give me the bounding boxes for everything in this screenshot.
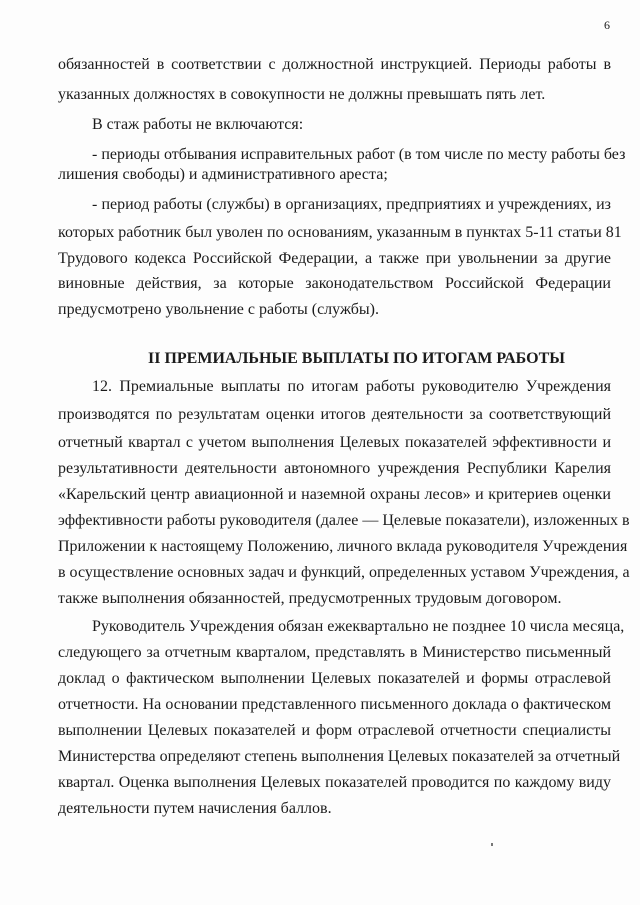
text-line: Руководитель Учреждения обязан ежеквартально не позднее 10 числа месяца, [92,618,625,635]
text-line: которых работник был уволен по основаниям, указанным в пунктах 5-11 статьи 81 [58,224,622,241]
text-line: Министерства определяют степень выполнения Целевых показателей за отчетный [58,748,621,765]
page-number: 6 [604,18,610,32]
text-line: В стаж работы не включаются: [92,116,304,133]
scan-speck [491,843,493,846]
text-line: также выполнения обязанностей, предусмотренных трудовым договором. [58,590,562,607]
text-line: доклад о фактическом выполнении Целевых показателей и формы отраслевой [58,670,611,687]
text-line: производятся по результатам оценки итогов деятельности за соответствующий [58,406,611,423]
text-line: указанных должностях в совокупности не должны превышать пять лет. [58,86,546,103]
section-heading: II ПРЕМИАЛЬНЫЕ ВЫПЛАТЫ ПО ИТОГАМ РАБОТЫ [148,350,565,367]
text-line: предусмотрено увольнение с работы (службы). [58,301,380,318]
text-line: следующего за отчетным кварталом, представлять в Министерство письменный [58,644,611,661]
text-line: - период работы (службы) в организациях, предприятиях и учреждениях, из [92,196,611,213]
text-line: Трудового кодекса Российской Федерации, а также при увольнении за другие [58,250,611,267]
text-line: виновные действия, за которые законодательством Российской Федерации [58,275,611,292]
text-line: в осуществление основных задач и функций, определенных уставом Учреждения, а [58,564,630,581]
text-line: Приложении к настоящему Положению, личного вклада руководителя Учреждения [58,538,628,555]
text-line: деятельности путем начисления баллов. [58,800,332,817]
text-line: квартал. Оценка выполнения Целевых показателей проводится по каждому виду [58,774,611,791]
text-line: 12. Премиальные выплаты по итогам работы руководителю Учреждения [92,378,611,395]
text-line: эффективности работы руководителя (далее — Целевые показатели), изложенных в [58,512,630,529]
text-line: отчетности. На основании представленного письменного доклада о фактическом [58,696,611,713]
text-line: лишения свободы) и административного ареста; [58,166,388,183]
text-line: результативности деятельности автономного учреждения Республики Карелия [58,460,611,477]
text-line: «Карельский центр авиационной и наземной охраны лесов» и критериев оценки [58,486,611,503]
text-line: обязанностей в соответствии с должностной инструкцией. Периоды работы в [58,56,611,73]
text-line: выполнении Целевых показателей и форм отраслевой отчетности специалисты [58,722,611,739]
text-line: - периоды отбывания исправительных работ (в том числе по месту работы без [92,146,626,163]
text-line: отчетный квартал с учетом выполнения Целевых показателей эффективности и [58,434,611,451]
